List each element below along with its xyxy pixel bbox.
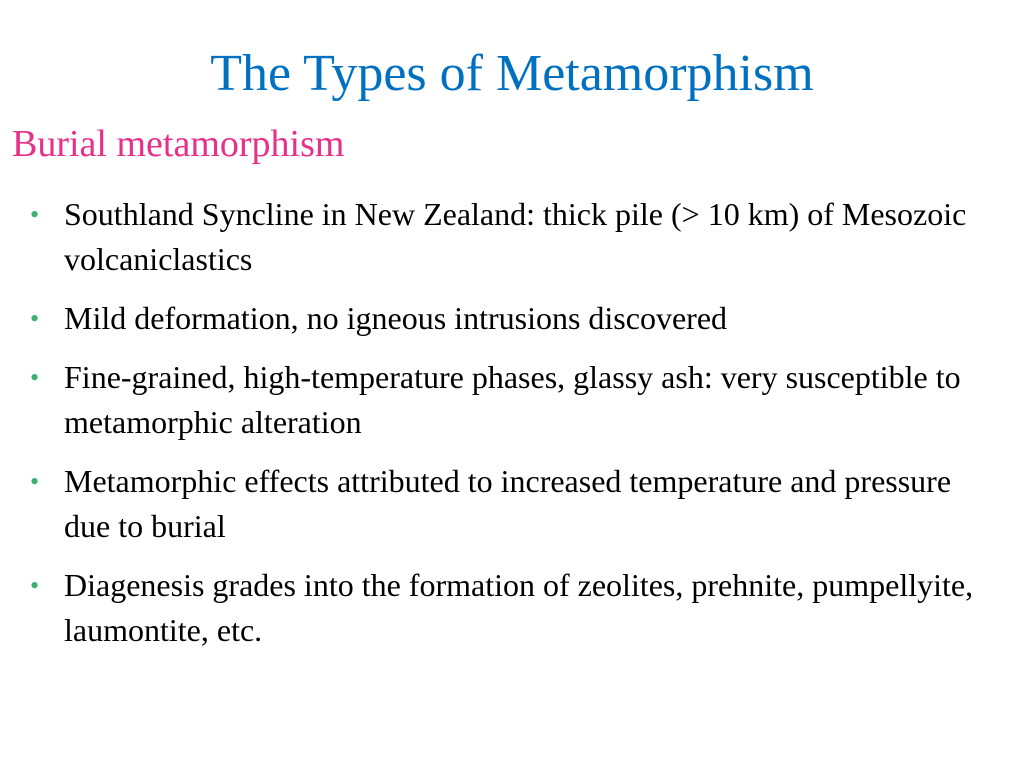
bullet-icon: • <box>30 467 40 496</box>
bullet-text: Diagenesis grades into the formation of zeolites, prehnite, pumpellyite, laumontite, etc. <box>64 567 974 648</box>
bullet-item <box>28 355 998 445</box>
bullet-text: Mild deformation, no igneous intrusions discovered <box>64 300 728 336</box>
bullet-item <box>28 296 998 341</box>
bullet-text: Metamorphic effects attributed to increased temperature and pressure due to burial <box>64 463 952 544</box>
bullet-icon: • <box>30 363 40 392</box>
bullet-list <box>28 192 998 667</box>
bullet-item <box>28 459 998 549</box>
bullet-icon: • <box>30 304 40 333</box>
bullet-icon: • <box>30 571 40 600</box>
bullet-text: Southland Syncline in New Zealand: thick pile (> 10 km) of Mesozoic volcaniclastics <box>64 196 967 277</box>
bullet-text: Fine-grained, high-temperature phases, glassy ash: very susceptible to metamorphic alteration <box>64 359 961 440</box>
bullet-item <box>28 563 998 653</box>
bullet-item <box>28 192 998 282</box>
slide-title: The Types of Metamorphism <box>210 45 814 102</box>
slide-subtitle: Burial metamorphism <box>12 123 345 165</box>
bullet-icon: • <box>30 200 40 229</box>
